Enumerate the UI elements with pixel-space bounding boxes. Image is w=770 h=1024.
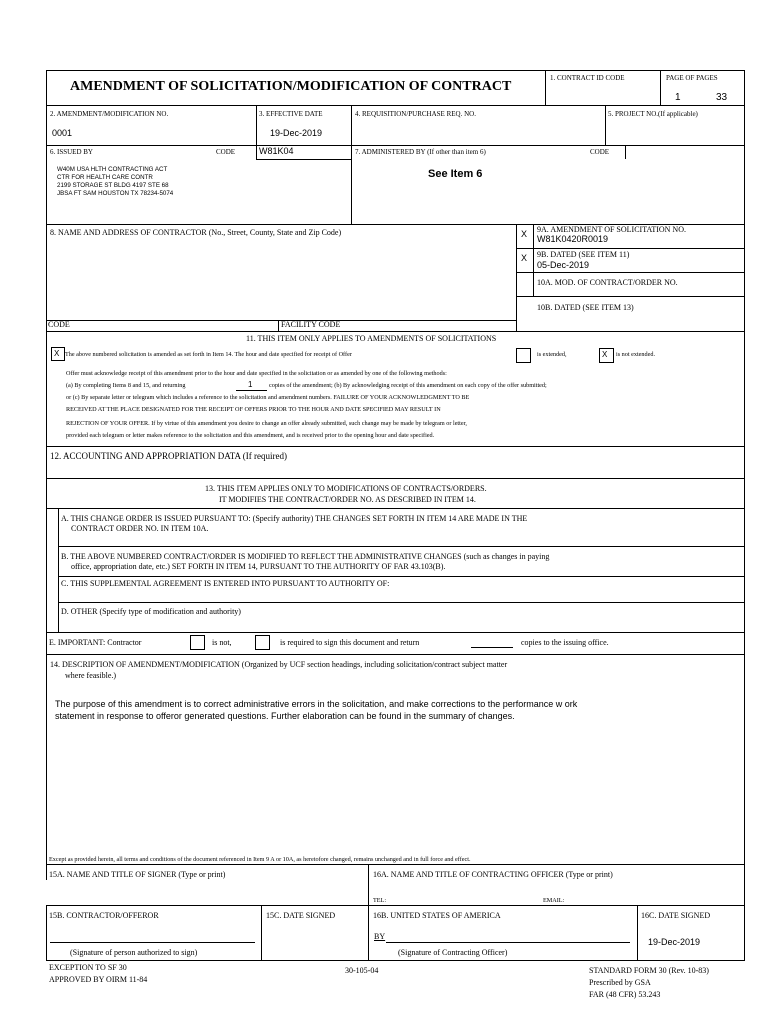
extended-checkbox[interactable]: [516, 348, 531, 363]
copies-blank[interactable]: [471, 647, 513, 648]
not-extended-checkbox[interactable]: [599, 348, 614, 363]
item13-heading-1: 13. THIS ITEM APPLIES ONLY TO MODIFICATIONS OF CONTRACTS/ORDERS.: [205, 484, 487, 493]
is-required-checkbox[interactable]: [255, 635, 270, 650]
item11-para-3: or (c) By separate letter or telegram which includes a reference to the solicitation and amendment numbers. FAILURE OF YOUR ACKNOWLEDGMENT TO BE: [66, 394, 470, 401]
requisition-label: 4. REQUISITION/PURCHASE REQ. NO.: [355, 110, 476, 118]
page-of-pages-label: PAGE OF PAGES: [666, 74, 718, 82]
by-label: BY: [374, 932, 386, 941]
label-9a: 9A. AMENDMENT OF SOLICITATION NO.: [537, 225, 686, 234]
item11-heading: 11. THIS ITEM ONLY APPLIES TO AMENDMENTS OF SOLICITATIONS: [246, 334, 497, 343]
item14-label-2: where feasible.): [65, 671, 117, 680]
facility-code-label: FACILITY CODE: [281, 320, 341, 329]
item14-description-2: statement in response to offeror generated questions. Further elaboration can be found in the summary of changes.: [55, 711, 515, 721]
item13-b-line-1: B. THE ABOVE NUMBERED CONTRACT/ORDER IS MODIFIED TO REFLECT THE ADMINISTRATIVE CHANGES (such as changes in paying: [61, 552, 550, 561]
not-extended-check-mark: X: [602, 350, 608, 359]
label-10a: 10A. MOD. OF CONTRACT/ORDER NO.: [537, 278, 678, 287]
contractor-label: 8. NAME AND ADDRESS OF CONTRACTOR (No., Street, County, State and Zip Code): [50, 228, 342, 237]
page-number: 1: [675, 92, 681, 103]
administered-by-label: 7. ADMINISTERED BY (If other than item 6): [355, 148, 486, 156]
item11-para-5: REJECTION OF YOUR OFFER. If by virtue of this amendment you desire to change an offer already submitted, such change may be made by telegram or letter,: [66, 420, 467, 427]
is-not-checkbox[interactable]: [190, 635, 205, 650]
item13-d: D. OTHER (Specify type of modification and authority): [61, 607, 241, 616]
issuer-line: JBSA FT SAM HOUSTON TX 78234-5074: [57, 190, 174, 197]
issued-by-label: 6. ISSUED BY: [50, 148, 93, 156]
item14-footer: Except as provided herein, all terms and conditions of the document referenced in Item 9 A or 10A, as heretofore changed, remains unchanged and in full force and effect.: [49, 856, 471, 863]
officer-16a-label: 16A. NAME AND TITLE OF CONTRACTING OFFICER (Type or print): [373, 870, 613, 879]
item13-a-line-1: A. THIS CHANGE ORDER IS ISSUED PURSUANT TO: (Specify authority) THE CHANGES SET FORTH IN ITEM 14 ARE MADE IN THE: [61, 514, 528, 523]
is-required-label: is required to sign this document and return: [280, 638, 420, 647]
signer-15a-label: 15A. NAME AND TITLE OF SIGNER (Type or print): [49, 870, 226, 879]
item-e-label: E. IMPORTANT: Contractor: [49, 638, 142, 647]
contractor-code-label: CODE: [48, 320, 70, 329]
item11-amended-checkbox[interactable]: [51, 347, 65, 361]
amendment-no-label: 2. AMENDMENT/MODIFICATION NO.: [50, 110, 169, 118]
administered-by-value: See Item 6: [428, 168, 483, 180]
usa-16b-label: 16B. UNITED STATES OF AMERICA: [373, 911, 501, 920]
issuer-line: W40M USA HLTH CONTRACTING ACT: [57, 166, 168, 173]
administered-code-label: CODE: [590, 148, 610, 156]
date-16c-label: 16C. DATE SIGNED: [641, 911, 711, 920]
label-9b: 9B. DATED (SEE ITEM 11): [537, 250, 630, 259]
extended-label: is extended,: [537, 351, 567, 358]
check-9b[interactable]: X: [521, 253, 528, 263]
email-label: EMAIL:: [543, 897, 565, 904]
officer-signature-line[interactable]: [386, 942, 630, 943]
exception-line-2: APPROVED BY OIRM 11-84: [49, 975, 148, 984]
issuer-line: CTR FOR HEALTH CARE CONTR: [57, 174, 153, 181]
item13-heading-2: IT MODIFIES THE CONTRACT/ORDER NO. AS DESCRIBED IN ITEM 14.: [219, 495, 476, 504]
project-no-label: 5. PROJECT NO.(If applicable): [608, 110, 698, 118]
copies-label: copies to the issuing office.: [521, 638, 609, 647]
page-total: 33: [716, 92, 728, 103]
value-9b[interactable]: 05-Dec-2019: [537, 260, 590, 270]
value-9a[interactable]: W81K0420R0019: [537, 234, 609, 244]
copies-underline: [236, 390, 267, 391]
issuer-address: [57, 166, 173, 198]
issued-code-label: CODE: [216, 148, 236, 156]
check-9a[interactable]: X: [521, 229, 528, 239]
label-10b: 10B. DATED (SEE ITEM 13): [537, 303, 634, 312]
date-15c-label: 15C. DATE SIGNED: [266, 911, 336, 920]
item11-para-4: RECEIVED AT THE PLACE DESIGNATED FOR THE RECEIPT OF OFFERS PRIOR TO THE HOUR AND DATE SPECIFIED MAY RESULT IN: [66, 406, 441, 413]
item11-para-2a: (a) By completing Items 8 and 15, and returning: [66, 382, 186, 389]
form-title: AMENDMENT OF SOLICITATION/MODIFICATION OF CONTRACT: [70, 79, 512, 94]
item14-description-1: The purpose of this amendment is to correct administrative errors in the solicitation, and make corrections to the performance w ork: [55, 699, 578, 709]
is-not-label: is not,: [212, 638, 232, 647]
tel-label: TEL:: [373, 897, 387, 904]
contract-id-code-label: 1. CONTRACT ID CODE: [550, 74, 625, 82]
issued-code-value[interactable]: W81K04: [259, 146, 294, 156]
item11-line: The above numbered solicitation is amended as set forth in Item 14. The hour and date specified for receipt of Offer: [65, 351, 352, 358]
standard-form-label: STANDARD FORM 30 (Rev. 10-83): [589, 966, 709, 975]
contractor-15b-label: 15B. CONTRACTOR/OFFEROR: [49, 911, 159, 920]
prescribed-by-label: Prescribed by GSA: [589, 978, 651, 987]
item11-para-1: Offer must acknowledge receipt of this amendment prior to the hour and date specified in the solicitation or as amended by one of the following methods:: [66, 370, 447, 377]
item11-para-2b: copies of the amendment; (b) By acknowledging receipt of this amendment on each copy of the offer submitted;: [269, 382, 547, 389]
item11-para-6: provided each telegram or letter makes reference to the solicitation and this amendment, and is received prior to the opening hour and date specified.: [66, 432, 435, 439]
effective-date-label: 3. EFFECTIVE DATE: [259, 110, 323, 118]
officer-signature-caption: (Signature of Contracting Officer): [398, 948, 508, 957]
far-reference-label: FAR (48 CFR) 53.243: [589, 990, 661, 999]
item13-b-line-2: office, appropriation date, etc.) SET FORTH IN ITEM 14, PURSUANT TO THE AUTHORITY OF FAR 43.103(B).: [71, 562, 446, 571]
not-extended-label: is not extended.: [616, 351, 656, 358]
item11-check-mark: X: [54, 349, 60, 358]
item13-c: C. THIS SUPPLEMENTAL AGREEMENT IS ENTERED INTO PURSUANT TO AUTHORITY OF:: [61, 579, 390, 588]
amendment-no-value[interactable]: 0001: [52, 128, 73, 138]
item13-a-line-2: CONTRACT ORDER NO. IN ITEM 10A.: [71, 524, 209, 533]
date-16c-value: 19-Dec-2019: [648, 937, 701, 947]
item11-copies-value[interactable]: 1: [248, 380, 253, 389]
form-code: 30-105-04: [345, 966, 379, 975]
effective-date-value[interactable]: 19-Dec-2019: [270, 128, 323, 138]
item14-label-1: 14. DESCRIPTION OF AMENDMENT/MODIFICATION (Organized by UCF section headings, including solicitation/contract subject matter: [50, 660, 508, 669]
exception-line-1: EXCEPTION TO SF 30: [49, 963, 127, 972]
issuer-line: 2199 STORAGE ST BLDG 4197 STE 68: [57, 182, 169, 189]
item12-label: 12. ACCOUNTING AND APPROPRIATION DATA (If required): [50, 451, 288, 461]
contractor-signature-line[interactable]: [50, 942, 255, 943]
contractor-signature-caption: (Signature of person authorized to sign): [70, 948, 198, 957]
